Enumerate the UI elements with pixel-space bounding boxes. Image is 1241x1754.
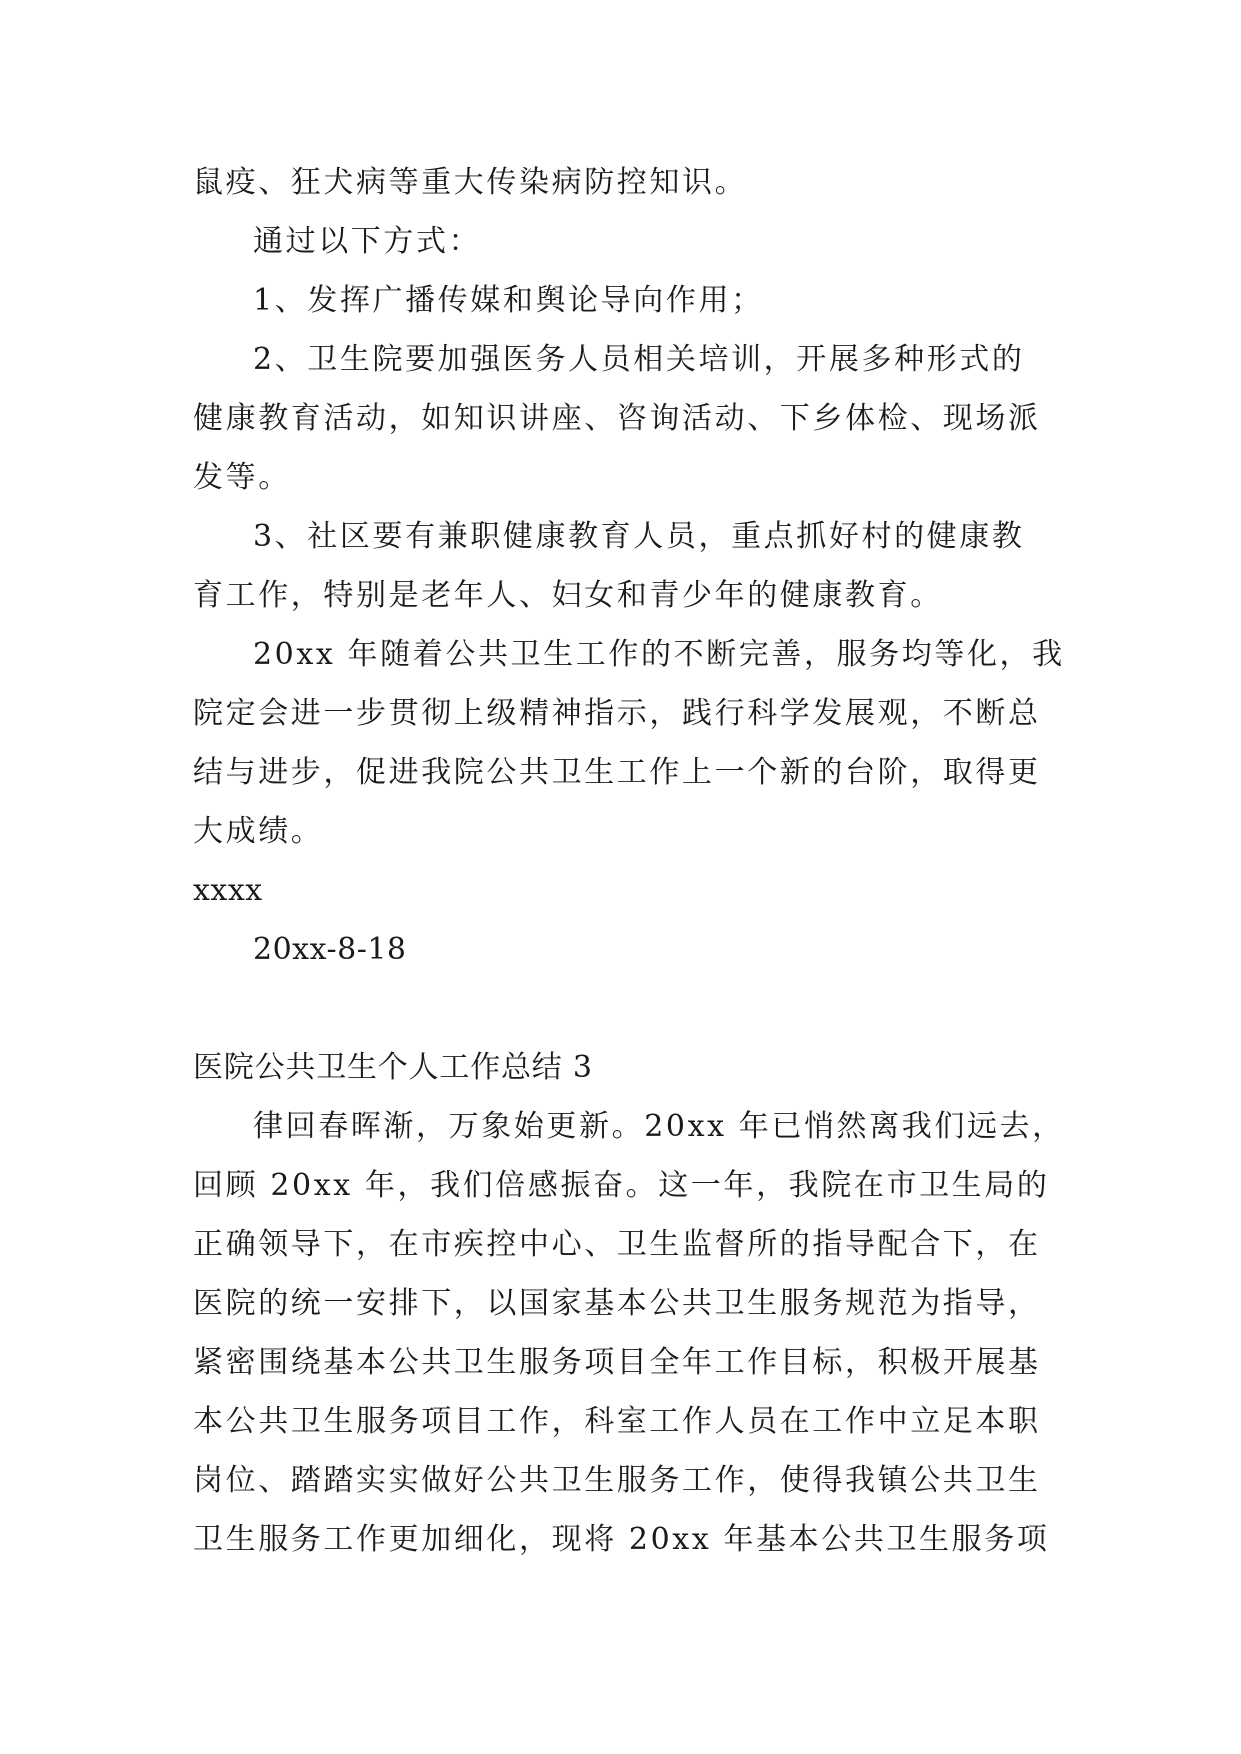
list-item: 2、卫生院要加强医务人员相关培训，开展多种形式的	[253, 342, 1025, 377]
signature: xxxx	[193, 873, 263, 908]
date: 20xx-8-18	[253, 932, 407, 967]
text-line: 卫生服务工作更加细化，现将 20xx 年基本公共卫生服务项	[193, 1522, 1050, 1557]
text-line: 紧密围绕基本公共卫生服务项目全年工作目标，积极开展基	[193, 1345, 1041, 1380]
section-title: 医院公共卫生个人工作总结 3	[193, 1050, 593, 1085]
text-line: 通过以下方式：	[253, 224, 482, 259]
text-line: 院定会进一步贯彻上级精神指示，践行科学发展观，不断总	[193, 696, 1041, 731]
text-line: 健康教育活动，如知识讲座、咨询活动、下乡体检、现场派	[193, 401, 1041, 436]
list-item: 3、社区要有兼职健康教育人员，重点抓好村的健康教	[253, 519, 1025, 554]
text-line: 本公共卫生服务项目工作，科室工作人员在工作中立足本职	[193, 1404, 1041, 1439]
text-line: 律回春晖渐，万象始更新。20xx 年已悄然离我们远去，	[253, 1109, 1065, 1144]
text-line: 岗位、踏踏实实做好公共卫生服务工作，使得我镇公共卫生	[193, 1463, 1041, 1498]
text-line: 正确领导下，在市疾控中心、卫生监督所的指导配合下，在	[193, 1227, 1041, 1262]
text-line: 结与进步，促进我院公共卫生工作上一个新的台阶，取得更	[193, 755, 1041, 790]
text-line: 回顾 20xx 年，我们倍感振奋。这一年，我院在市卫生局的	[193, 1168, 1050, 1203]
text-line: 医院的统一安排下，以国家基本公共卫生服务规范为指导，	[193, 1286, 1041, 1321]
text-line: 育工作，特别是老年人、妇女和青少年的健康教育。	[193, 578, 943, 613]
text-line: 鼠疫、狂犬病等重大传染病防控知识。	[193, 165, 748, 200]
text-line: 大成绩。	[193, 814, 324, 849]
text-line: 20xx 年随着公共卫生工作的不断完善，服务均等化，我	[253, 637, 1065, 672]
list-item: 1、发挥广播传媒和舆论导向作用；	[253, 283, 764, 318]
text-line: 发等。	[193, 460, 291, 495]
